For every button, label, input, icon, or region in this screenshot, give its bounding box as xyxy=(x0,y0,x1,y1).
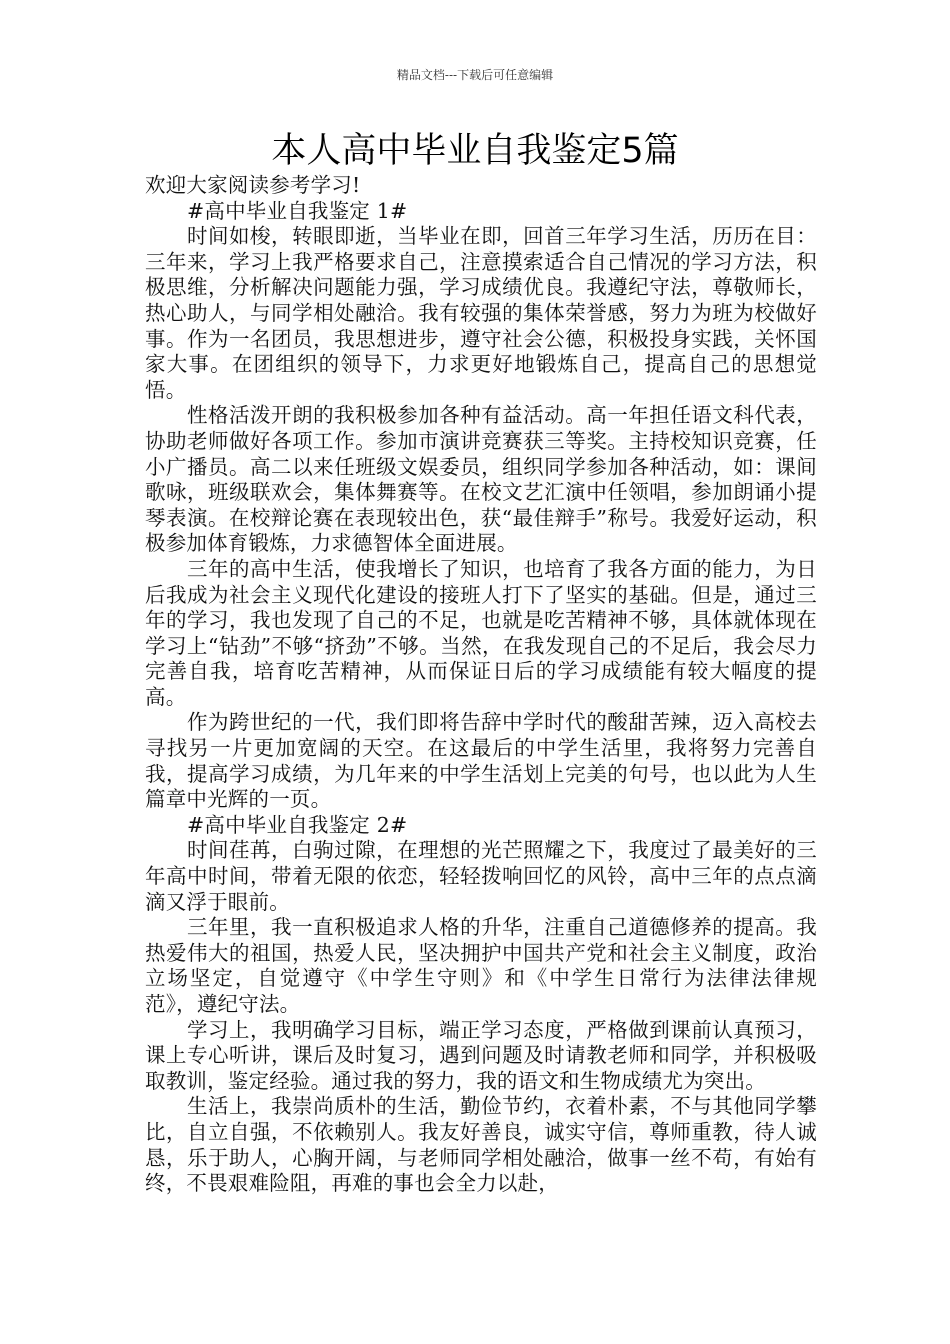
section-heading-2: #高中毕业自我鉴定 2# xyxy=(187,812,408,837)
page-header: 精品文档---下载后可任意编辑 xyxy=(396,68,554,82)
paragraph: 时间如梭，转眼即逝，当毕业在即，回首三年学习生活，历历在目：三年来，学习上我严格要求自己，注意摸索适合自己情况的学习方法，积极思维，分析解决问题能力强，学习成绩优良。我遵纪守法，尊敬师长，热心助人，与同学相处融洽。我有较强的集体荣誉感，努力为班为校做好事。作为一名团员，我思想进步，遵守社会公德，积极投身实践，关怀国家大事。在团组织的领导下，力求更好地锻炼自己，提高自己的思想觉悟。 xyxy=(145,224,817,402)
paragraph: 时间荏苒，白驹过隙，在理想的光芒照耀之下，我度过了最美好的三年高中时间，带着无限的依恋，轻轻拨响回忆的风铃，高中三年的点点滴滴又浮于眼前。 xyxy=(145,838,817,914)
section-heading-1: #高中毕业自我鉴定 1# xyxy=(187,198,408,223)
paragraph: 学习上，我明确学习目标，端正学习态度，严格做到课前认真预习，课上专心听讲，课后及时复习，遇到问题及时请教老师和同学，并积极吸取教训，鉴定经验。通过我的努力，我的语文和生物成绩尤为突出。 xyxy=(145,1017,817,1093)
paragraph: 生活上，我崇尚质朴的生活，勤俭节约，衣着朴素，不与其他同学攀比，自立自强，不依赖别人。我友好善良，诚实守信，尊师重教，待人诚恳，乐于助人，心胸开阔，与老师同学相处融洽，做事一丝不苟，有始有终，不畏艰难险阻，再难的事也会全力以赴， xyxy=(145,1094,817,1196)
document-title: 本人高中毕业自我鉴定5篇 xyxy=(271,131,679,171)
document-body xyxy=(145,173,817,1197)
paragraph: 三年的高中生活，使我增长了知识，也培育了我各方面的能力，为日后我成为社会主义现代化建设的接班人打下了坚实的基础。但是，通过三年的学习，我也发现了自己的不足，也就是吃苦精神不够，具体就体现在学习上“钻劲”不够“挤劲”不够。当然，在我发现自己的不足后，我会尽力完善自我，培育吃苦精神，从而保证日后的学习成绩能有较大幅度的提高。 xyxy=(145,556,817,709)
paragraph: 三年里，我一直积极追求人格的升华，注重自己道德修养的提高。我热爱伟大的祖国，热爱人民，坚决拥护中国共产党和社会主义制度，政治立场坚定，自觉遵守《中学生守则》和《中学生日常行为法律法律规范》，遵纪守法。 xyxy=(145,915,817,1016)
paragraph: 作为跨世纪的一代，我们即将告辞中学时代的酸甜苦辣，迈入高校去寻找另一片更加宽阔的天空。在这最后的中学生活里，我将努力完善自我，提高学习成绩，为几年来的中学生活划上完美的句号，也以此为人生篇章中光辉的一页。 xyxy=(145,710,817,812)
paragraph: 性格活泼开朗的我积极参加各种有益活动。高一年担任语文科代表，协助老师做好各项工作。参加市演讲竞赛获三等奖。主持校知识竞赛，任小广播员。高二以来任班级文娱委员，组织同学参加各种活动，如：课间歌咏，班级联欢会，集体舞赛等。在校文艺汇演中任领唱，参加朗诵小提琴表演。在校辩论赛在表现较出色，获“最佳辩手”称号。我爱好运动，积极参加体育锻炼，力求德智体全面进展。 xyxy=(145,403,817,556)
intro-line: 欢迎大家阅读参考学习! xyxy=(145,173,361,197)
